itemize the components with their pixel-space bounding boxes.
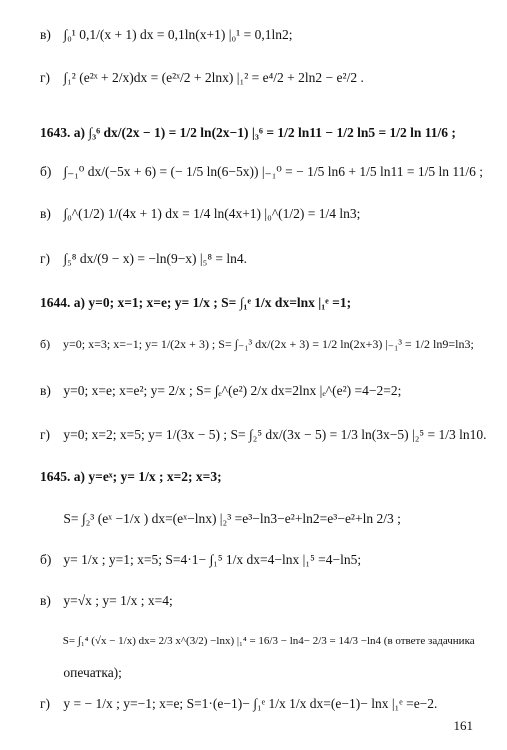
solution-line: в) y=√x ; y= 1/x ; x=4; <box>40 593 173 608</box>
solution-line: г) y=0; x=2; x=5; y= 1/(3x − 5) ; S= ∫₂⁵ dx/(3x − 5) = 1/3 ln(3x−5) |₂⁵ = 1/3 ln10. <box>40 427 487 442</box>
solution-line: б) ∫₋₁⁰ dx/(−5x + 6) = (− 1/5 ln(6−5x)) |₋₁⁰ = − 1/5 ln6 + 1/5 ln11 = 1/5 ln 11/6 ; <box>40 164 484 179</box>
solution-line: в) ∫₀^(1/2) 1/(4x + 1) dx = 1/4 ln(4x+1) |₀^(1/2) = 1/4 ln3; <box>40 206 361 221</box>
solution-line: опечатка); <box>63 665 122 680</box>
solution-line: б) y= 1/x ; y=1; x=5; S=4·1− ∫₁⁵ 1/x dx=4−lnx |₁⁵ =4−ln5; <box>40 552 362 567</box>
solution-line: г) y = − 1/x ; y=−1; x=e; S=1·(e−1)− ∫₁ᵉ 1/x 1/x dx=(e−1)− lnx |₁ᵉ =e−2. <box>40 696 438 711</box>
solution-line: в) y=0; x=e; x=e²; y= 2/x ; S= ∫ₑ^(e²) 2/x dx=2lnx |ₑ^(e²) =4−2=2; <box>40 383 402 398</box>
solution-line: S= ∫₂³ (eˣ −1/x ) dx=(eˣ−lnx) |₂³ =e³−ln3−e²+ln2=e³−e²+ln 2/3 ; <box>63 511 401 526</box>
solution-line: г) ∫₅⁸ dx/(9 − x) = −ln(9−x) |₅⁸ = ln4. <box>40 251 248 266</box>
solution-line: б) y=0; x=3; x=−1; y= 1/(2x + 3) ; S= ∫₋₁³ dx/(2x + 3) = 1/2 ln(2x+3) |₋₁³ = 1/2 ln9=ln3; <box>40 337 474 351</box>
solution-line: S= ∫₁⁴ (√x − 1/x) dx= 2/3 x^(3/2) −lnx) |₁⁴ = 16/3 − ln4− 2/3 = 14/3 −ln4 (в ответе задачника <box>62 635 475 647</box>
solution-line: в) ∫₀¹ 0,1/(x + 1) dx = 0,1ln(x+1) |₀¹ = 0,1ln2; <box>40 27 293 42</box>
problem-1643-line: 1643. а) ∫₃⁶ dx/(2x − 1) = 1/2 ln(2x−1) |₃⁶ = 1/2 ln11 − 1/2 ln5 = 1/2 ln 11/6 ; <box>40 125 456 140</box>
solution-line: г) ∫₁² (e²ˣ + 2/x)dx = (e²ˣ/2 + 2lnx) |₁² = e⁴/2 + 2ln2 − e²/2 . <box>40 70 364 85</box>
problem-1645-line: 1645. а) y=eˣ; y= 1/x ; x=2; x=3; <box>40 469 222 484</box>
page-number: 161 <box>453 718 473 733</box>
problem-1644-line: 1644. а) y=0; x=1; x=e; y= 1/x ; S= ∫₁ᵉ 1/x dx=lnx |₁ᵉ =1; <box>40 295 352 310</box>
